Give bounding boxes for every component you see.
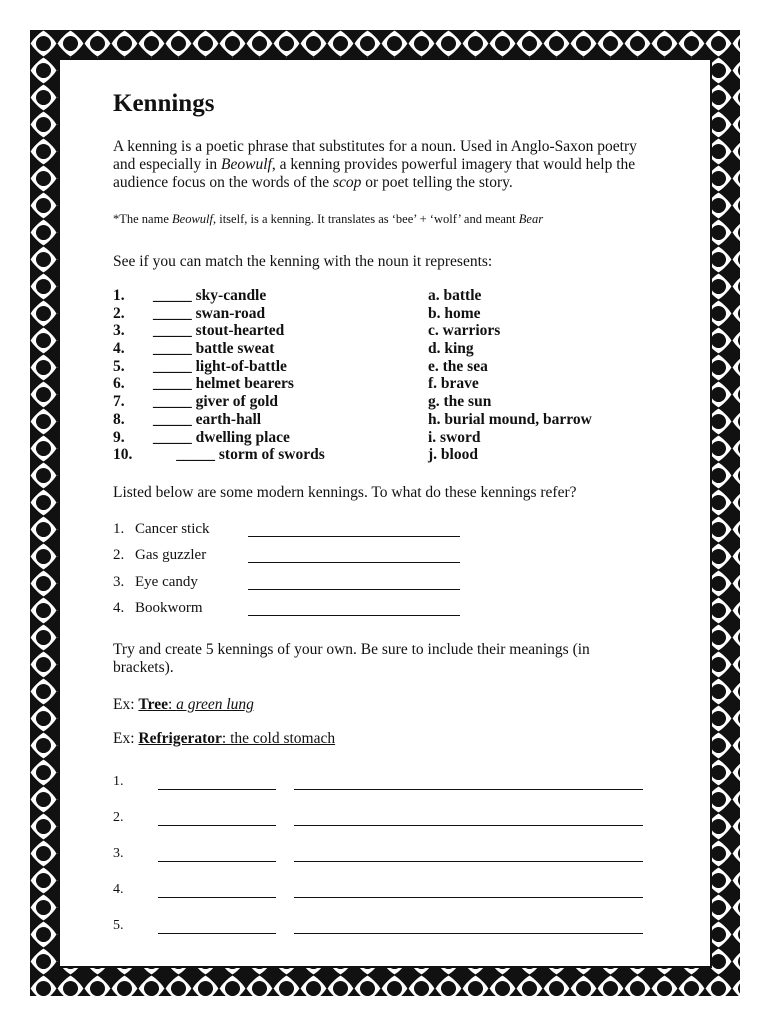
noun-option: d. king bbox=[428, 340, 474, 358]
noun-option: h. burial mound, barrow bbox=[428, 410, 592, 428]
match-row bbox=[113, 305, 673, 323]
kenning-item: _____ helmet bearers bbox=[153, 375, 294, 393]
list-item bbox=[113, 908, 673, 944]
note-beowulf: Beowulf bbox=[172, 212, 213, 226]
match-number: 3. bbox=[113, 322, 125, 340]
noun-option: j. blood bbox=[428, 446, 478, 464]
list-item bbox=[113, 872, 673, 908]
meaning-line[interactable] bbox=[294, 883, 643, 898]
item-number: 2. bbox=[113, 810, 124, 825]
kenning-line[interactable] bbox=[158, 919, 276, 934]
meaning-line[interactable] bbox=[294, 811, 643, 826]
item-number: 4. bbox=[113, 600, 125, 617]
kenning-line[interactable] bbox=[158, 847, 276, 862]
list-item bbox=[113, 516, 460, 543]
noun-option: e. the sea bbox=[428, 357, 488, 375]
noun-option: i. sword bbox=[428, 428, 481, 446]
item-text: Gas guzzler bbox=[135, 547, 207, 564]
match-row bbox=[113, 287, 673, 305]
answer-line[interactable] bbox=[248, 575, 460, 590]
list-item bbox=[113, 800, 673, 836]
match-number: 10. bbox=[113, 446, 133, 464]
kenning-item: _____ stout-hearted bbox=[153, 322, 285, 340]
item-text: Cancer stick bbox=[135, 520, 210, 537]
match-number: 1. bbox=[113, 287, 125, 304]
item-number: 3. bbox=[113, 573, 125, 590]
list-item bbox=[113, 836, 673, 872]
item-number: 2. bbox=[113, 547, 125, 564]
intro-beowulf: Beowulf bbox=[221, 156, 272, 173]
kenning-item: _____ swan-road bbox=[153, 304, 266, 322]
match-row bbox=[113, 375, 673, 393]
list-item bbox=[113, 569, 460, 596]
item-text: Bookworm bbox=[135, 600, 203, 617]
kenning-item: _____ sky-candle bbox=[153, 287, 267, 304]
example-tree bbox=[113, 696, 254, 714]
matching-list bbox=[113, 287, 673, 464]
list-item bbox=[113, 764, 673, 800]
beowulf-note bbox=[113, 210, 543, 228]
match-number: 4. bbox=[113, 340, 125, 358]
example-prefix: Ex: bbox=[113, 730, 139, 747]
match-row bbox=[113, 446, 673, 464]
own-kennings-list bbox=[113, 764, 673, 944]
match-number: 5. bbox=[113, 357, 125, 375]
match-number: 6. bbox=[113, 375, 125, 393]
kenning-item: _____ dwelling place bbox=[153, 428, 290, 446]
match-number: 2. bbox=[113, 304, 125, 322]
match-number: 7. bbox=[113, 393, 125, 411]
noun-option: b. home bbox=[428, 304, 481, 322]
intro-scop: scop bbox=[332, 174, 362, 191]
noun-option: c. warriors bbox=[428, 322, 501, 340]
example-separator: : bbox=[221, 730, 231, 747]
meaning-line[interactable] bbox=[294, 919, 643, 934]
match-number: 8. bbox=[113, 410, 125, 428]
noun-option: g. the sun bbox=[428, 393, 492, 411]
intro-text-2: , a kenning provides powerful imagery that would help the audience focus on the words of the bbox=[113, 156, 636, 191]
item-number: 4. bbox=[113, 882, 124, 897]
page-title: Kennings bbox=[113, 90, 215, 117]
example-meaning: the cold stomach bbox=[230, 730, 336, 747]
intro-paragraph bbox=[113, 138, 658, 192]
item-number: 1. bbox=[113, 774, 124, 789]
example-word: Tree bbox=[138, 696, 168, 713]
modern-instruction: Listed below are some modern kennings. To what do these kennings refer? bbox=[113, 484, 577, 501]
kenning-item: _____ giver of gold bbox=[153, 393, 278, 411]
kenning-line[interactable] bbox=[158, 775, 276, 790]
match-row bbox=[113, 429, 673, 447]
answer-line[interactable] bbox=[248, 522, 460, 537]
note-text-1: *The name bbox=[113, 212, 173, 226]
list-item bbox=[113, 543, 460, 570]
meaning-line[interactable] bbox=[294, 775, 643, 790]
example-meaning: a green lung bbox=[176, 696, 254, 713]
match-row bbox=[113, 340, 673, 358]
intro-text-3: or poet telling the story. bbox=[361, 174, 513, 191]
create-instruction: Try and create 5 kennings of your own. Be sure to include their meanings (in brackets). bbox=[113, 641, 590, 676]
answer-line[interactable] bbox=[248, 548, 460, 563]
note-text-2: , itself, is a kenning. It translates as ‘bee’ + ‘wolf’ and meant bbox=[212, 212, 519, 226]
kenning-item: _____ earth-hall bbox=[153, 410, 262, 428]
match-row bbox=[113, 393, 673, 411]
match-row bbox=[113, 322, 673, 340]
item-number: 5. bbox=[113, 918, 124, 933]
match-number: 9. bbox=[113, 428, 125, 446]
item-text: Eye candy bbox=[135, 573, 198, 590]
example-prefix: Ex: bbox=[113, 696, 139, 713]
modern-kennings-list bbox=[113, 516, 460, 622]
noun-option: a. battle bbox=[428, 287, 482, 304]
answer-line[interactable] bbox=[248, 601, 460, 616]
meaning-line[interactable] bbox=[294, 847, 643, 862]
example-word: Refrigerator bbox=[138, 730, 222, 747]
list-item bbox=[113, 596, 460, 623]
item-number: 3. bbox=[113, 846, 124, 861]
match-instruction: See if you can match the kenning with the noun it represents: bbox=[113, 253, 493, 270]
kenning-line[interactable] bbox=[158, 811, 276, 826]
example-separator: : bbox=[167, 696, 177, 713]
kenning-item: _____ battle sweat bbox=[153, 340, 275, 358]
kenning-line[interactable] bbox=[158, 883, 276, 898]
intro-text-1: A kenning is a poetic phrase that substitutes for a noun. Used in Anglo-Saxon poetry and especially in bbox=[113, 138, 637, 173]
example-refrigerator bbox=[113, 730, 335, 748]
noun-option: f. brave bbox=[428, 375, 479, 393]
note-bear: Bear bbox=[518, 212, 544, 226]
match-row bbox=[113, 358, 673, 376]
match-row bbox=[113, 411, 673, 429]
item-number: 1. bbox=[113, 520, 125, 537]
kenning-item: _____ storm of swords bbox=[153, 446, 325, 464]
kenning-item: _____ light-of-battle bbox=[153, 357, 287, 375]
